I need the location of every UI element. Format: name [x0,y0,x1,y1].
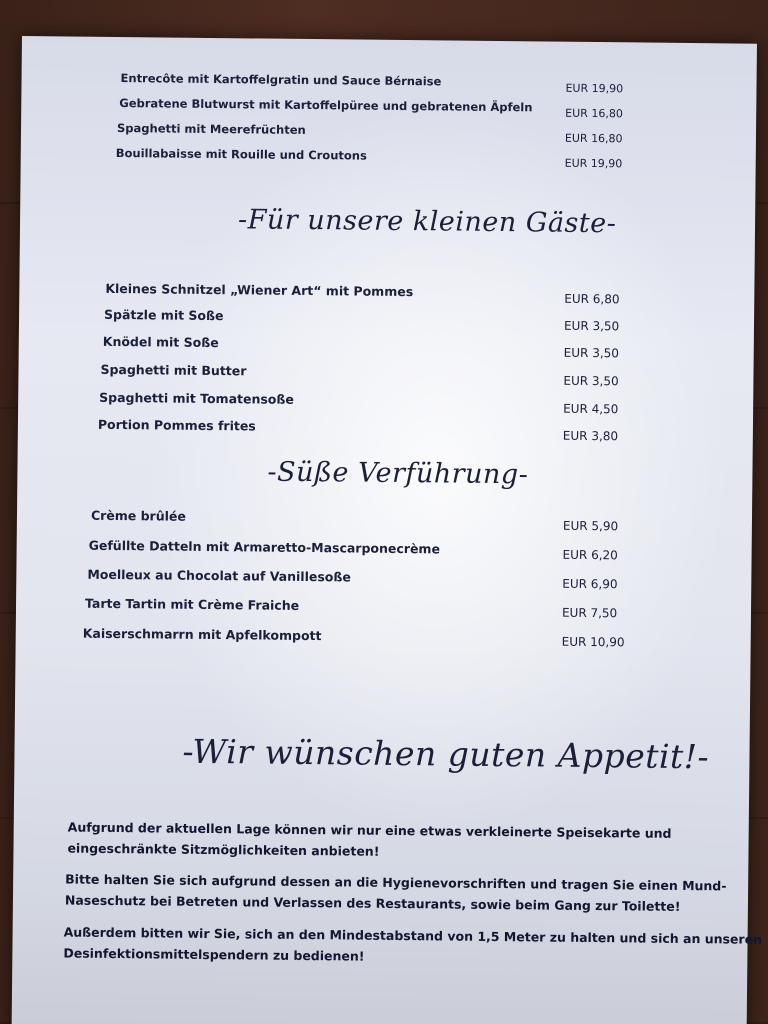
menu-item-name: Tarte Tartin mit Crème Fraiche [84,595,300,613]
menu-item-name: Knödel mit Soße [102,333,219,351]
menu-item-price: EUR 3,80 [562,428,619,444]
menu-item-price: EUR 3,50 [563,345,620,361]
dessert-section-heading: -Süße Verführung- [267,456,529,491]
menu-item-price: EUR 5,90 [562,518,619,534]
menu-item-price: EUR 4,50 [563,401,619,417]
menu-item-price: EUR 3,50 [563,373,619,389]
menu-item-name: Moelleux au Chocolat auf Vanillesoße [87,566,351,585]
notice-line: Bitte halten Sie sich aufgrund dessen an die Hygienevorschriften und tragen Sie einen Mund- [65,871,727,894]
menu-item-price: EUR 19,90 [564,156,623,171]
menu-item-name: Gebratene Blutwurst mit Kartoffelpüree und gebratenen Äpfeln [119,96,533,115]
mains-section [22,36,757,171]
menu-sheet [12,36,763,1024]
menu-item-name: Bouillabaisse mit Rouille und Croutons [115,145,367,163]
menu-item-name: Crème brûlée [90,507,186,524]
menu-item-price: EUR 19,90 [565,81,624,96]
menu-item-price: EUR 16,80 [565,106,623,121]
menu-item-name: Spaghetti mit Tomatensoße [99,389,294,407]
menu-item-price: EUR 7,50 [561,605,618,621]
menu-item-name: Portion Pommes frites [97,416,256,434]
menu-item-price: EUR 10,90 [561,634,625,650]
notice-line: Aufgrund der aktuellen Lage können wir nur eine etwas verkleinerte Speisekarte und [67,819,672,841]
notice-line: Desinfektionsmittelspendern zu bedienen! [63,945,365,964]
menu-item-price: EUR 16,80 [564,131,623,146]
kids-section-heading: -Für unsere kleinen Gäste- [237,204,617,240]
closing-heading: -Wir wünschen guten Appetit!- [182,731,710,777]
menu-item-name: Spätzle mit Soße [104,306,224,324]
menu-item-price: EUR 3,50 [563,318,620,334]
menu-item-price: EUR 6,90 [562,576,618,592]
notice-line: eingeschränkte Sitzmöglichkeiten anbieten! [67,840,380,859]
notice-line: Außerdem bitten wir Sie, sich an den Mindestabstand von 1,5 Meter zu halten und sich an unseren [63,924,763,947]
menu-item-name: Spaghetti mit Meerefrüchten [116,121,306,137]
menu-item-name: Spaghetti mit Butter [100,361,247,379]
menu-item-price: EUR 6,20 [562,547,618,563]
menu-item-name: Kaiserschmarrn mit Apfelkompott [82,625,322,644]
menu-item-name: Gefüllte Datteln mit Armaretto-Mascarponecrème [88,537,441,557]
notice-line: Naseschutz bei Betreten und Verlassen des Restaurants, sowie beim Gang zur Toilette! [64,892,681,914]
menu-item-price: EUR 6,80 [564,291,620,307]
menu-item-name: Kleines Schnitzel „Wiener Art“ mit Pommes [105,280,414,300]
menu-item-name: Entrecôte mit Kartoffelgratin und Sauce Bérnaise [120,71,442,89]
